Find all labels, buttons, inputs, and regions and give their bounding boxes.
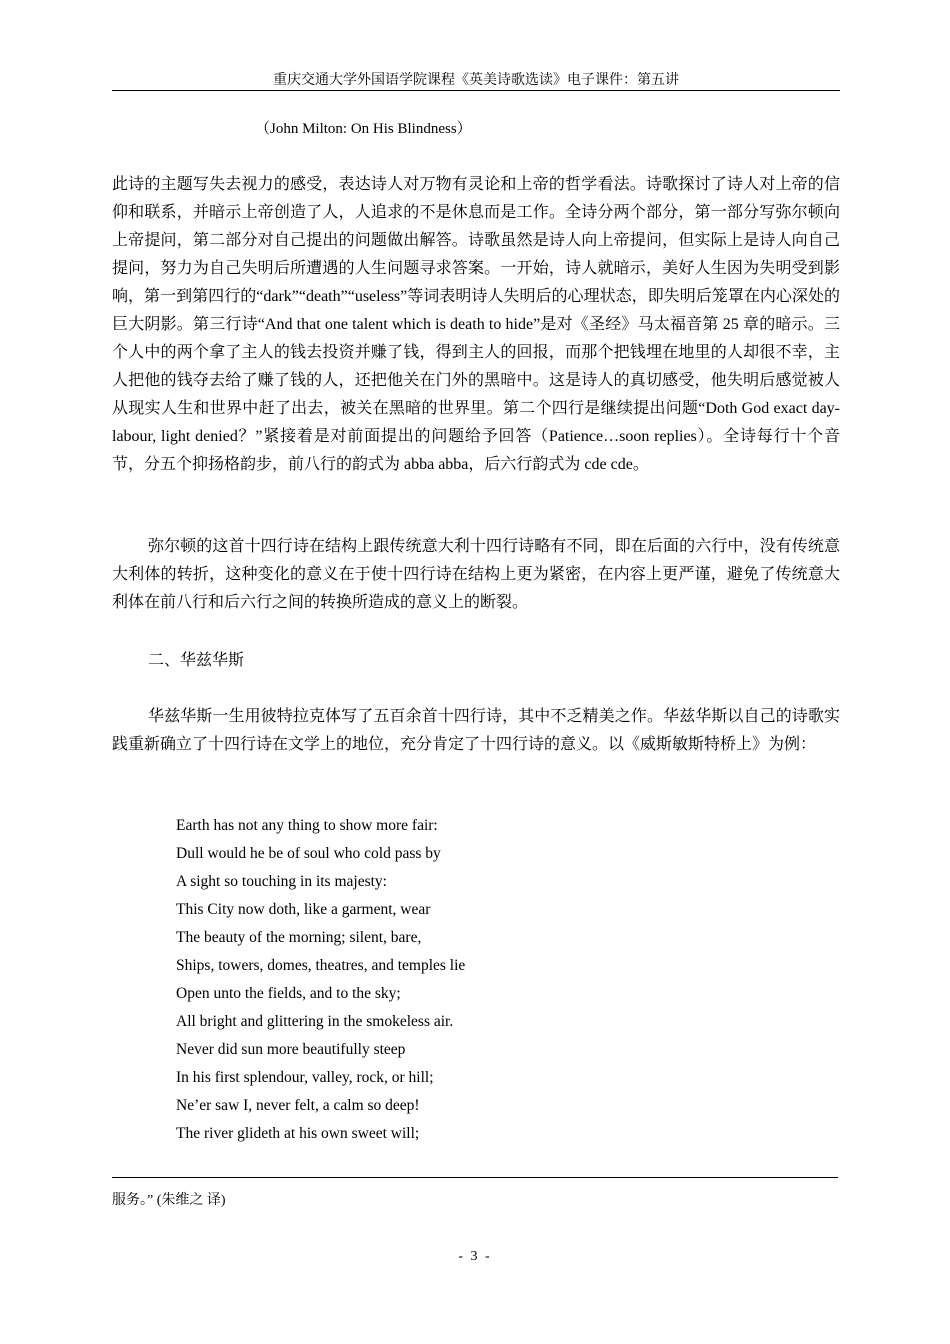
poem-line: Ne’er saw I, never felt, a calm so deep!: [176, 1097, 420, 1114]
poem-line: In his first splendour, valley, rock, or hill;: [176, 1069, 434, 1086]
page-number: - 3 -: [458, 1249, 492, 1264]
poem-line: This City now doth, like a garment, wear: [176, 901, 431, 918]
page-header: 重庆交通大学外国语学院课程《英美诗歌选读》电子课件：第五讲: [273, 73, 679, 88]
poem-line: All bright and glittering in the smokeless air.: [176, 1013, 454, 1030]
body-paragraph-2: 弥尔顿的这首十四行诗在结构上跟传统意大利十四行诗略有不同，即在后面的六行中，没有传统意大利体的转折，这种变化的意义在于使十四行诗在结构上更为紧密，在内容上更严谨，避免了传统意大利体在前八行和后六行之间的转换所造成的意义上的断裂。: [112, 538, 840, 611]
footnote: 服务。” (朱维之 译): [112, 1193, 226, 1208]
poem-line: Ships, towers, domes, theatres, and temples lie: [176, 957, 466, 974]
footnote-divider: [112, 1177, 838, 1178]
header-divider: [112, 90, 840, 91]
poem-line: A sight so touching in its majesty:: [176, 873, 387, 890]
poem-line: Dull would he be of soul who cold pass by: [176, 845, 441, 862]
poem-line: Never did sun more beautifully steep: [176, 1041, 406, 1058]
section-heading: 二、华兹华斯: [148, 652, 245, 669]
poem-source-title: （John Milton: On His Blindness）: [255, 121, 472, 137]
body-paragraph-3: 华兹华斯一生用彼特拉克体写了五百余首十四行诗，其中不乏精美之作。华兹华斯以自己的诗歌实践重新确立了十四行诗在文学上的地位，充分肯定了十四行诗的意义。以《威斯敏斯特桥上》为例：: [112, 708, 840, 753]
poem-line: Open unto the fields, and to the sky;: [176, 985, 401, 1002]
poem-line: Earth has not any thing to show more fair:: [176, 817, 438, 834]
poem-line: The beauty of the morning; silent, bare,: [176, 929, 422, 946]
body-paragraph-1: 此诗的主题写失去视力的感受，表达诗人对万物有灵论和上帝的哲学看法。诗歌探讨了诗人对上帝的信仰和联系，并暗示上帝创造了人，人追求的不是休息而是工作。全诗分两个部分，第一部分写弥尔顿向上帝提问，第二部分对自己提出的问题做出解答。诗歌虽然是诗人向上帝提问，但实际上是诗人向自己提问，努力为自己失明后所遭遇的人生问题寻求答案。一开始，诗人就暗示，美好人生因为失明受到影响，第一到第四行的“dark”“death”“useless”等词表明诗人失明后的心理状态，即失明后笼罩在内心深处的巨大阴影。第三行诗“And that one talent which is death to hide”是对《圣经》马太福音第 25 章的暗示。三个人中的两个拿了主人的钱去投资并赚了钱，得到主人的回报，而那个把钱埋在地里的人却很不幸，主人把他的钱夺去给了赚了钱的人，还把他关在门外的黑暗中。这是诗人的真切感受，他失明后感觉被人从现实人生和世界中赶了出去，被关在黑暗的世界里。第二个四行是继续提出问题“Doth God exact day-labour, light denied？”紧接着是对前面提出的问题给予回答（Patience…soon replies）。全诗每行十个音节，分五个抑扬格韵步，前八行的韵式为 abba abba，后六行韵式为 cde cde。: [112, 176, 840, 473]
poem-excerpt: [176, 812, 465, 1148]
poem-line: The river glideth at his own sweet will;: [176, 1125, 420, 1142]
